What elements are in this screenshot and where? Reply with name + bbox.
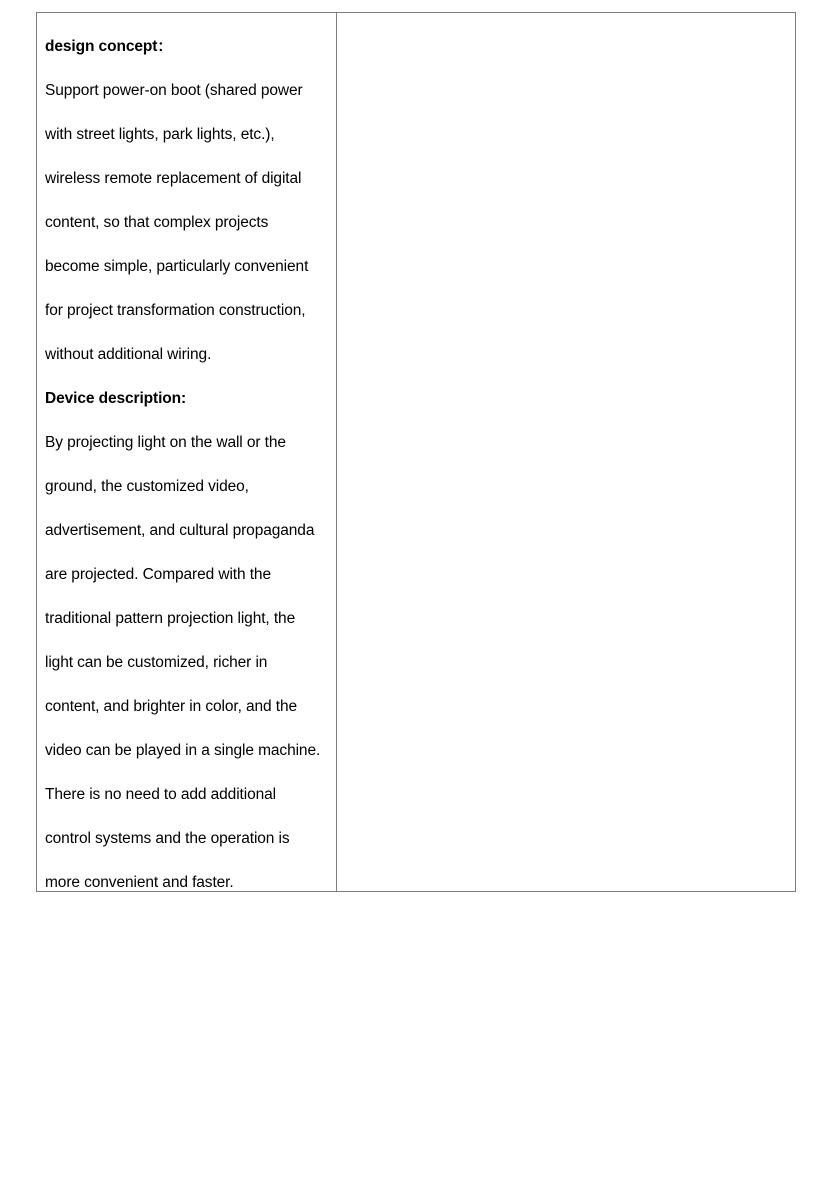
table-cell-left (37, 13, 336, 891)
device-description-line: traditional pattern projection light, the (45, 610, 296, 627)
design-concept-line: for project transformation construction, (45, 302, 306, 319)
device-description-heading: Device description: (45, 390, 187, 407)
device-description-line: control systems and the operation is (45, 830, 290, 847)
design-concept-line: content, so that complex projects (45, 214, 269, 231)
device-description-line: video can be played in a single machine. (45, 742, 321, 759)
design-concept-line: become simple, particularly convenient (45, 258, 309, 275)
device-description-line: content, and brighter in color, and the (45, 698, 298, 715)
design-concept-line: with street lights, park lights, etc.), (45, 126, 275, 143)
device-description-line: By projecting light on the wall or the (45, 434, 286, 451)
design-concept-line: without additional wiring. (45, 346, 212, 363)
device-description-line: more convenient and faster. (45, 874, 234, 891)
table-cell-right-empty (337, 13, 795, 891)
design-concept-line: wireless remote replacement of digital (45, 170, 302, 187)
device-description-line: light can be customized, richer in (45, 654, 268, 671)
device-description-line: There is no need to add additional (45, 786, 276, 803)
design-concept-heading: design concept： (45, 38, 173, 55)
device-description-line: ground, the customized video, (45, 478, 249, 495)
device-description-line: are projected. Compared with the (45, 566, 271, 583)
content-table (36, 12, 796, 892)
device-description-line: advertisement, and cultural propaganda (45, 522, 315, 539)
design-concept-line: Support power-on boot (shared power (45, 82, 303, 99)
